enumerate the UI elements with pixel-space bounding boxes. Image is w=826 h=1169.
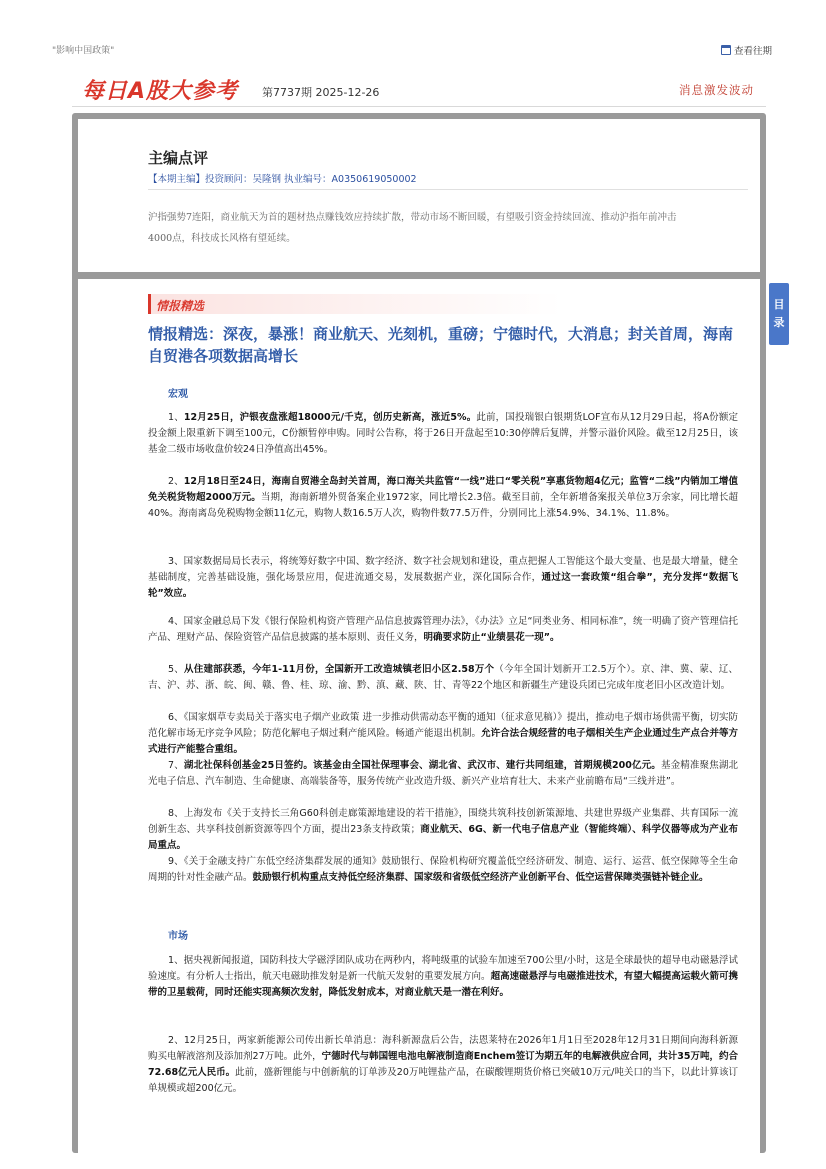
list-item [148,758,738,790]
archive-link[interactable] [721,43,772,57]
item-bold: 12月25日，沪银夜盘涨超18000元/千克，创历史新高，涨近5%。 [183,412,477,423]
item-text: 此前，国投瑞银白银期货LOF宣布从12月29日起，将A份额定投金额上限重新下调至100元，C份额暂停申购。同时公告称，将于26日开盘起至10:30停牌后复牌，并警示溢价风险。截至12月25日，该基金二级市场收盘价较24日净值高出45%。 [148,412,738,455]
list-item [148,1033,738,1097]
intel-panel [72,273,766,1153]
section-label: 情报精选 [156,299,205,313]
item-text: 《关于金融支持广东低空经济集群发展的通知》鼓励银行、保险机构研究覆盖低空经济研发、制造、运行、运营、低空保障等全生命周期的针对性金融产品。 [148,856,738,883]
item-bold2: 允许合法合规经营的电子烟相关生产企业通过生产点合并等方式进行产能整合重组。 [148,728,738,755]
item-bold2: 明确要求防止“业绩昙花一现”。 [423,632,560,643]
archive-label: 查看往期 [733,46,772,57]
calendar-icon [721,45,731,55]
top-bar [52,43,772,59]
banner-fill [148,294,738,314]
item-text: 当期，海南新增外贸备案企业1972家，同比增长2.3倍。截至目前，全年新增备案报关单位3万余家，同比增长超40%。海南离岛免税购物金额11亿元，购物人数16.5万人次，购物件数77.5万件，分别同比上涨54.9%、34.1%、11.8%。 [148,492,738,519]
toc-tab[interactable] [769,283,789,345]
toc-tab-char2: 录 [773,316,785,329]
logo: 每日A股大参考 [82,79,239,104]
masthead-divider [72,106,766,107]
item-text: 国家数据局局长表示，将统筹好数字中国、数字经济、数字社会规划和建设，重点把握人工智能这个最大变量、也是最大增量，健全基础制度，完善基础设施，强化场景应用，促进流通交易，发展数据产业，深化国际合作， [148,556,738,583]
item-text: 据央视新闻报道，国防科技大学磁浮团队成功在两秒内，将吨级重的试验车加速至700公里/小时，这是全球最快的超导电动磁悬浮试验速度。有分析人士指出，航天电磁助推发射是新一代航天发射的重要发展方向。 [148,955,739,982]
item-num: 5、 [168,664,184,675]
item-num: 4、 [168,616,184,627]
list-item [148,854,738,886]
item-text2: 此前，盛新锂能与中创新航的订单涉及20万吨锂盐产品，在碳酸锂期货价格已突破10万元/吨关口的当下，以此计算该订单规模或超200亿元。 [148,1067,738,1094]
item-text: （今年全国计划新开工2.5万个）。京、津、冀、蒙、辽、吉、沪、苏、浙、皖、闽、赣、鲁、桂、琼、渝、黔、滇、藏、陕、甘、青等22个地区和新疆生产建设兵团已完成年度老旧小区改造计划。 [148,664,739,691]
subhead-macro: 宏观 [168,389,188,400]
subhead-market: 市场 [168,931,188,942]
issue-info: 第7737期 2025-12-26 [262,86,380,99]
list-item [148,806,738,854]
editor-meta: 【本期主编】投资顾问：吴隆钢 执业编号：A0350619050002 [148,174,417,185]
item-num: 7、 [168,760,184,771]
list-item [148,474,738,522]
item-text: 基金精准聚焦湖北光电子信息、汽车制造、生命健康、高端装备等，服务传统产业改造升级、新兴产业培育壮大、未来产业前瞻布局“三线并进”。 [148,760,738,787]
slogan: 消息激发波动 [679,83,754,97]
item-bold2: 通过这一套政策“组合拳”，充分发挥“数据飞轮”效应。 [148,572,738,599]
item-bold2: 宁德时代与韩国锂电池电解液制造商Enchem签订为期五年的电解液供应合同，共计35万吨，约合72.68亿元人民币。 [148,1051,738,1078]
item-num: 1、 [168,955,184,966]
editor-title: 主编点评 [148,149,209,167]
list-item [148,554,738,602]
item-num: 1、 [168,412,184,423]
item-num: 8、 [168,808,184,819]
section-banner [148,294,738,314]
editor-comment-panel [72,113,766,278]
item-bold: 从住建部获悉，今年1-11月份，全国新开工改造城镇老旧小区2.58万个 [184,664,495,675]
item-num: 3、 [168,556,184,567]
item-num: 2、 [168,476,184,487]
item-text: 《国家烟草专卖局关于落实电子烟产业政策 进一步推动供需动态平衡的通知（征求意见稿）》提出，推动电子烟市场供需平衡，切实防范化解市场无序竞争风险；防范化解电子烟过剩产能风险。畅通产能退出机制。 [148,712,738,739]
masthead [82,70,754,104]
item-bold2: 鼓励银行机构重点支持低空经济集群、国家级和省级低空经济产业创新平台、低空运营保障类强链补链企业。 [252,872,709,883]
item-num: 9、 [168,856,184,867]
item-text: 12月25日，两家新能源公司传出新长单消息：海科新源盘后公告，法恩莱特在2026年1月1日至2028年12月31日期间向海科新源购买电解液溶剂及添加剂27万吨。此外， [148,1035,738,1062]
item-bold2: 商业航天、6G、新一代电子信息产业（智能终端）、科学仪器等成为产业布局重点。 [148,824,738,851]
item-bold: 湖北社保科创基金25日签约。该基金由全国社保理事会、湖北省、武汉市、建行共同组建，首期规模200亿元。 [183,760,661,771]
item-text: 上海发布《关于支持长三角G60科创走廊策源地建设的若干措施》，围绕共筑科技创新策源地、共建世界级产业集群、共育国际一流创新生态、共享科技创新资源等四个方面，提出23条支持政策； [148,808,738,835]
item-bold2: 超高速磁悬浮与电磁推进技术，有望大幅提高运载火箭可携带的卫星载荷，同时还能实现高频次发射，降低发射成本，对商业航天是一潜在利好。 [148,971,738,998]
divider [148,189,748,190]
list-item [148,953,738,1001]
item-num: 6、 [168,712,184,723]
toc-tab-char1: 目 [773,298,785,311]
item-num: 2、 [168,1035,184,1046]
headline: 情报精选：深夜，暴涨！商业航天、光刻机，重磅；宁德时代，大消息；封关首周，海南自贸港各项数据高增长 [148,325,734,365]
list-item [148,662,738,694]
item-bold: 12月18日至24日，海南自贸港全岛封关首周，海口海关共监管“一线”进口“零关税”享惠货物超4亿元；监管“二线”内销加工增值免关税货物超2000万元。 [148,476,738,503]
tagline: "影响中国政策" [52,46,115,56]
editor-body: 沪指强势7连阳，商业航天为首的题材热点赚钱效应持续扩散，带动市场不断回暖，有望吸引资金持续回流、推动沪指年前冲击4000点，科技成长风格有望延续。 [148,212,677,244]
item-text: 国家金融总局下发《银行保险机构资产管理产品信息披露管理办法》，《办法》立足“同类业务、相同标准”，统一明确了资产管理信托产品、理财产品、保险资管产品信息披露的基本原则、责任义务， [148,616,738,643]
list-item [148,710,738,758]
list-item [148,410,738,458]
list-item [148,614,738,646]
